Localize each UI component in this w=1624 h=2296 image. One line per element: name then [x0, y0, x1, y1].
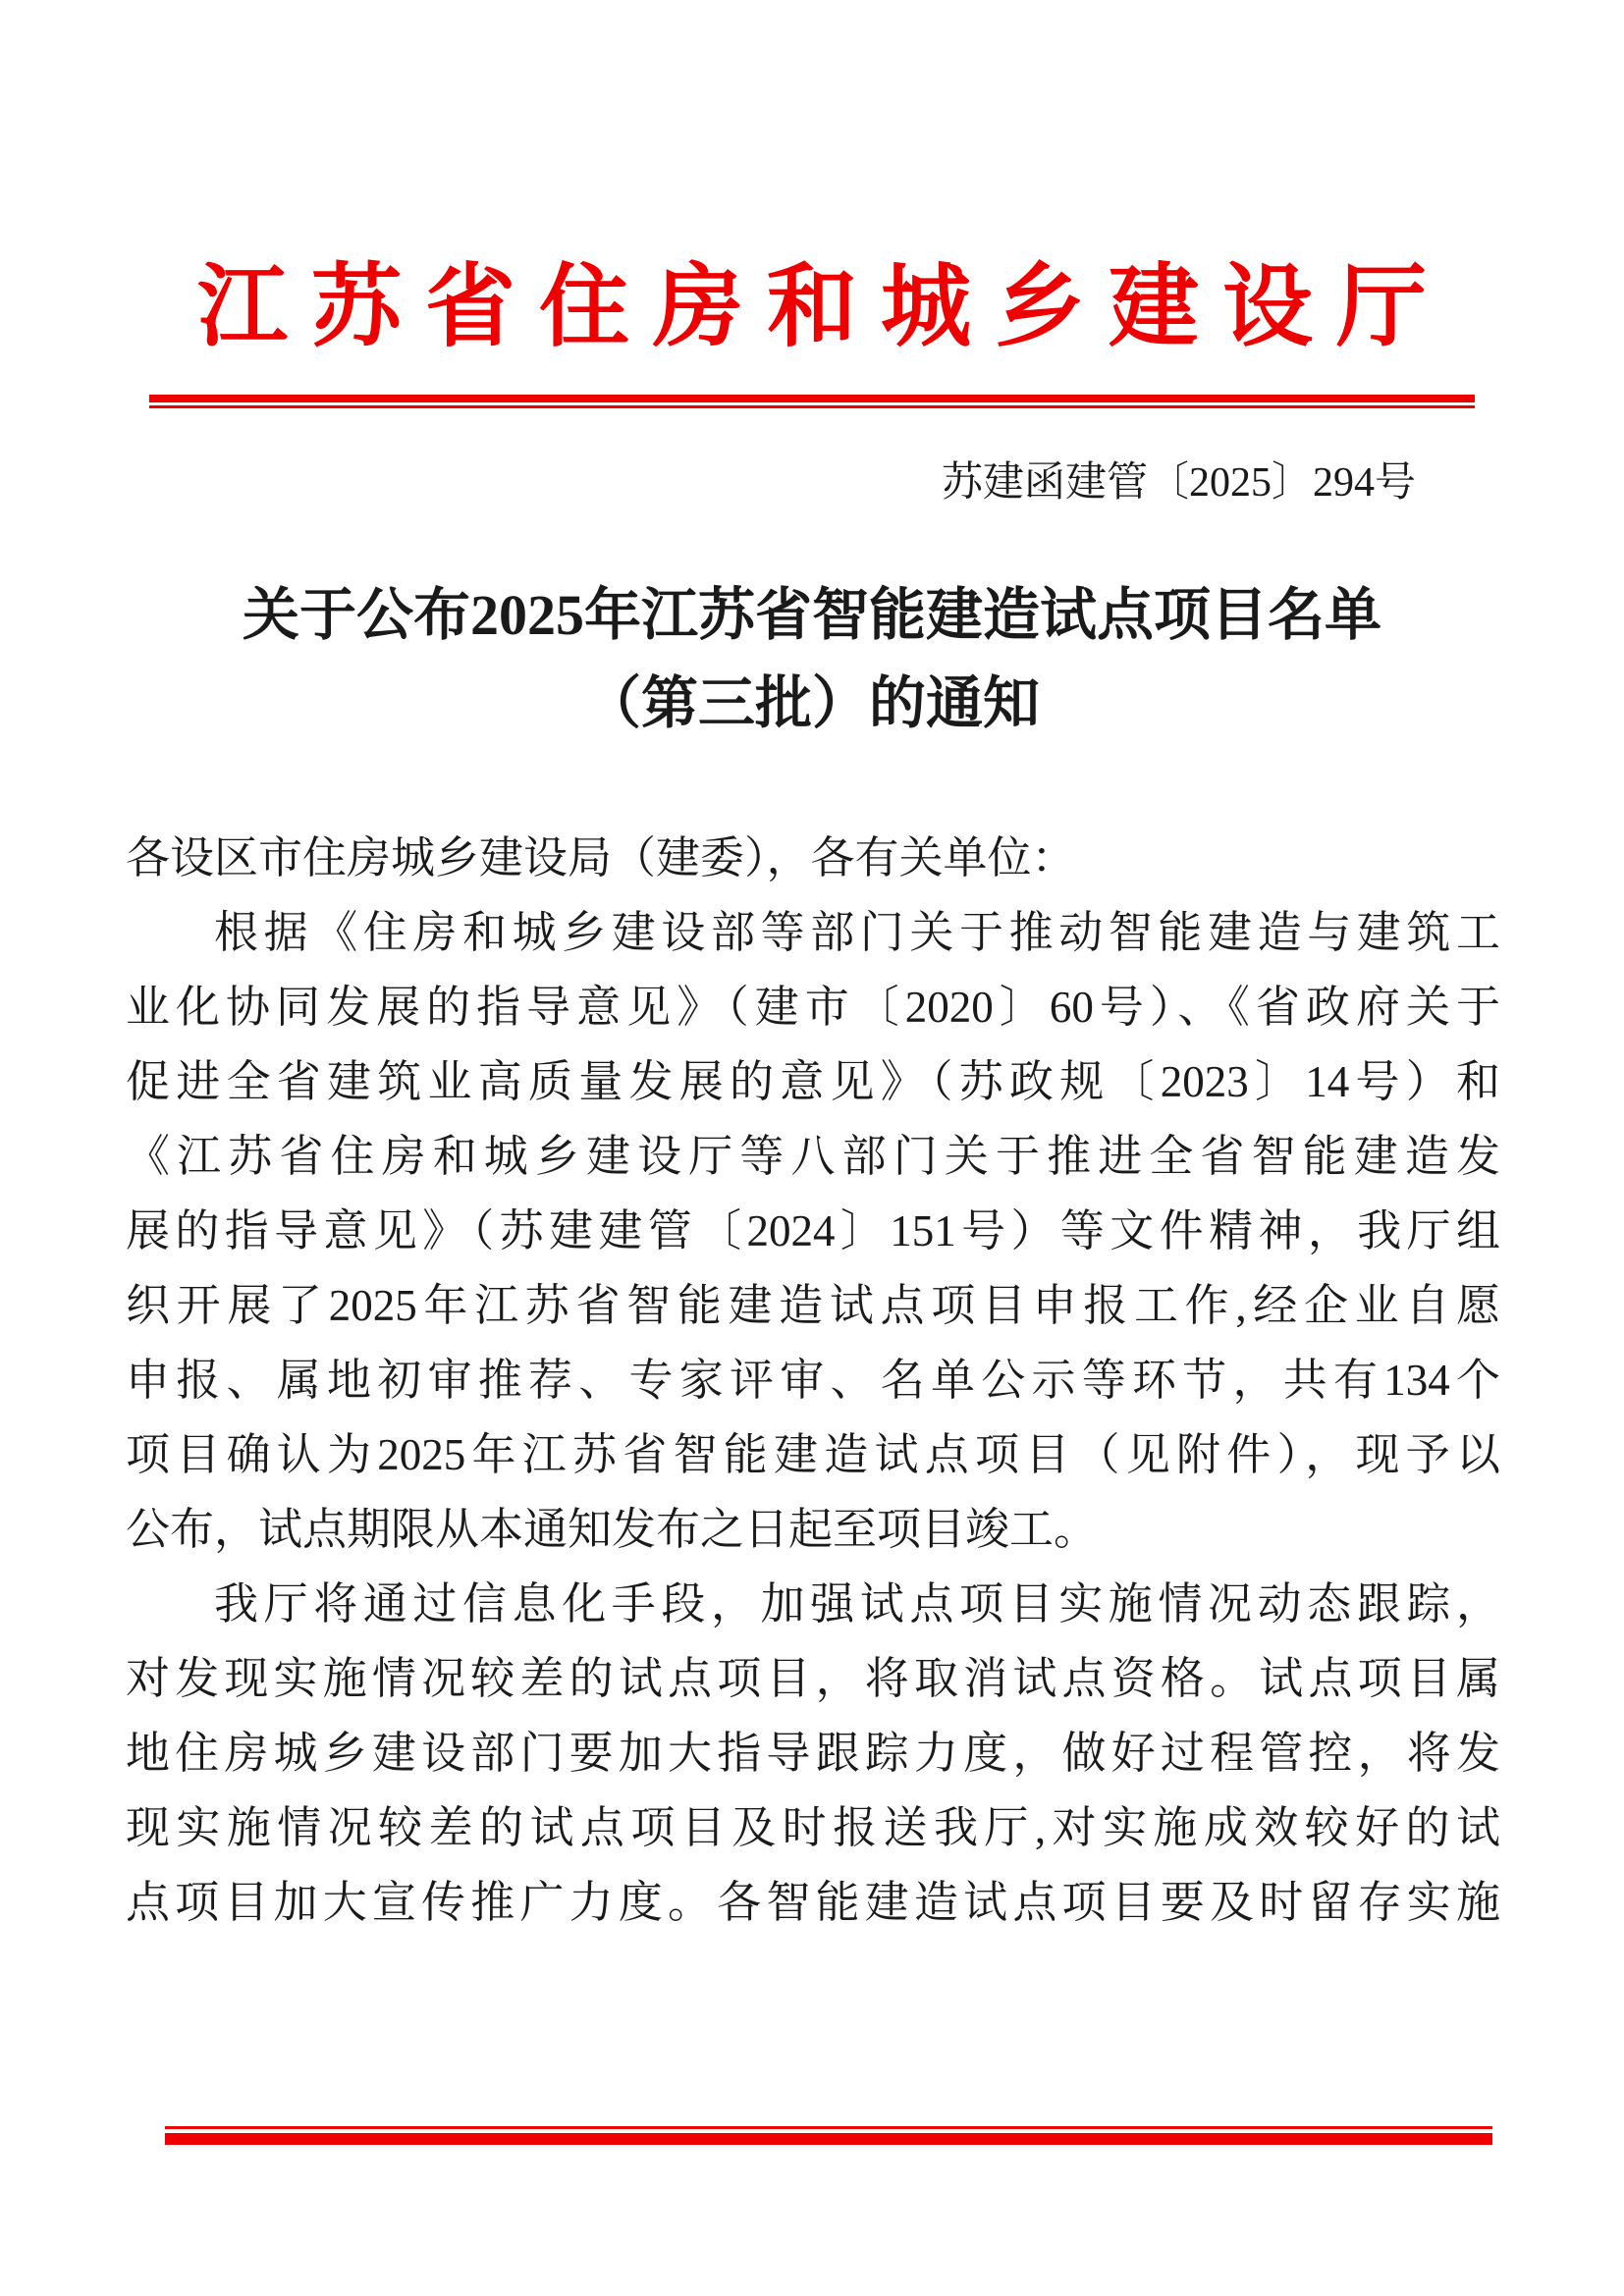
body-line: 《江苏省住房和城乡建设厅等八部门关于推进全省智能建造发: [126, 1132, 1500, 1181]
body-line: 各设区市住房城乡建设局（建委），各有关单位：: [126, 833, 1076, 882]
footer-divider-thin-line: [165, 2126, 1492, 2129]
header-divider-thick-line: [149, 395, 1475, 402]
document-title-line2: （第三批）的通知: [583, 671, 1040, 735]
document-title: [0, 571, 1624, 748]
footer-divider-thick-line: [165, 2133, 1492, 2145]
header-divider: [149, 395, 1475, 408]
document-title-line1: 关于公布2025年江苏省智能建造试点项目名单: [242, 583, 1381, 647]
body-line: 根据《住房和城乡建设部等部门关于推动智能建造与建筑工: [214, 908, 1500, 957]
body-line: 展的指导意见》（苏建建管〔2024〕151号）等文件精神，我厅组: [126, 1206, 1500, 1255]
body-line: 织开展了2025年江苏省智能建造试点项目申报工作,经企业自愿: [126, 1281, 1500, 1330]
body-line: 促进全省建筑业高质量发展的意见》（苏政规〔2023〕14号）和: [126, 1057, 1500, 1106]
body-line: 公布，试点期限从本通知发布之日起至项目竣工。: [126, 1505, 1099, 1554]
body-line: 业化协同发展的指导意见》（建市〔2020〕60号）、《省政府关于: [126, 983, 1500, 1032]
document-body: [126, 821, 1500, 1940]
body-line: 项目确认为2025年江苏省智能建造试点项目（见附件），现予以: [126, 1430, 1500, 1479]
body-line: 我厅将通过信息化手段，加强试点项目实施情况动态跟踪，: [214, 1579, 1500, 1629]
body-line: 点项目加大宣传推广力度。各智能建造试点项目要及时留存实施: [126, 1878, 1500, 1927]
body-line: 现实施情况较差的试点项目及时报送我厅,对实施成效较好的试: [126, 1803, 1500, 1852]
letterhead-title: 江苏省住房和城乡建设厅: [196, 257, 1450, 357]
body-line: 对发现实施情况较差的试点项目，将取消试点资格。试点项目属: [126, 1654, 1500, 1703]
document-number: 苏建函建管〔2025〕294号: [941, 460, 1416, 506]
header-divider-thin-line: [149, 405, 1475, 408]
body-line: 地住房城乡建设部门要加大指导跟踪力度，做好过程管控，将发: [126, 1729, 1500, 1778]
footer-divider: [165, 2126, 1492, 2145]
body-line: 申报、属地初审推荐、专家评审、名单公示等环节，共有134个: [126, 1356, 1500, 1405]
